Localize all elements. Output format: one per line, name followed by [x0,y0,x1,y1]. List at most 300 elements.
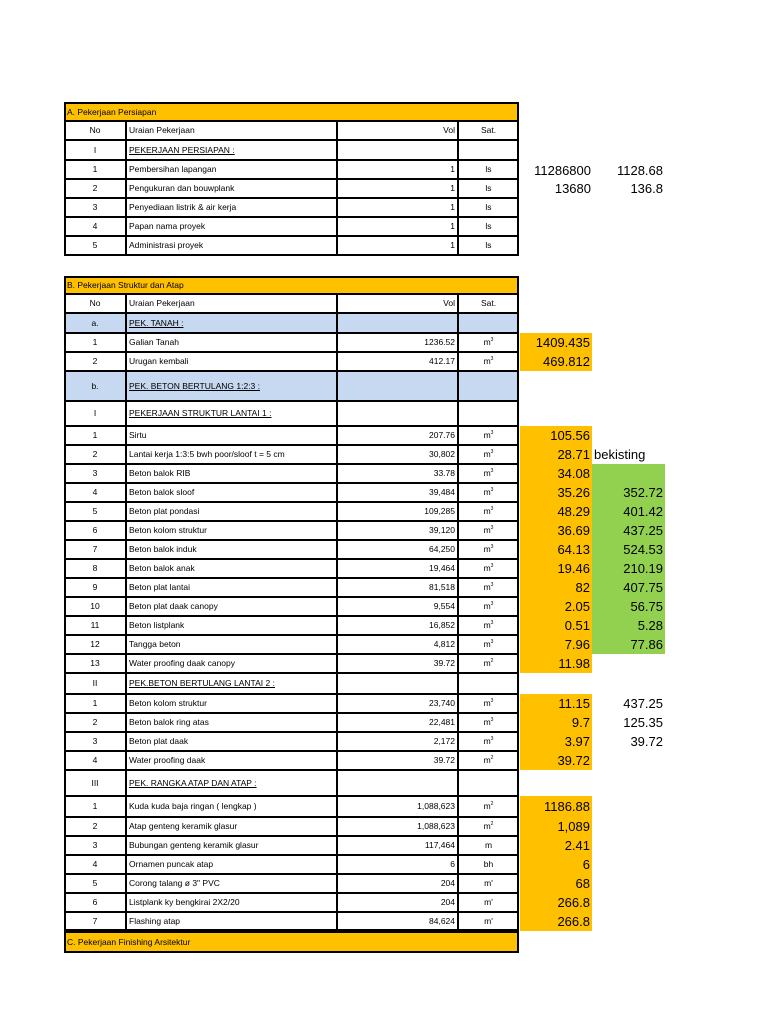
unit-cell[interactable] [458,313,519,333]
side-value[interactable] [592,483,665,502]
table-row [64,893,519,912]
unit-cell-text: $m^3$ [483,449,494,460]
row-number-cell[interactable] [64,313,126,333]
unit-cell[interactable] [458,236,519,255]
row-number-cell-text: 2 [92,183,98,194]
row-number-cell[interactable] [64,673,126,694]
side-value[interactable] [520,597,592,616]
row-number-cell[interactable] [64,694,126,713]
side-value-text: 105.56 [550,428,590,443]
table-row [64,198,519,217]
volume-cell[interactable] [337,616,458,635]
row-number-cell[interactable] [64,160,126,179]
row-number-cell-text: 12 [90,639,100,650]
row-number-cell[interactable] [64,371,126,401]
volume-cell[interactable] [337,597,458,616]
unit-cell[interactable] [458,502,519,521]
volume-cell[interactable] [337,217,458,236]
side-value[interactable] [520,521,592,540]
row-number-cell-text: 4 [92,755,98,766]
unit-cell[interactable] [458,179,519,198]
side-value[interactable] [520,817,592,836]
volume-cell[interactable] [337,540,458,559]
volume-cell[interactable] [337,160,458,179]
unit-cell[interactable] [458,732,519,751]
unit-exponent: 3 [490,639,494,646]
table-row [64,713,519,732]
description-cell[interactable] [126,179,337,198]
description-cell[interactable] [126,713,337,732]
side-value[interactable] [520,654,592,673]
description-cell[interactable] [126,217,337,236]
unit-cell[interactable] [458,559,519,578]
volume-cell-text: 1 [450,202,455,213]
volume-cell[interactable] [337,445,458,464]
side-value-text: 39.72 [630,734,663,749]
unit-exponent: 3 [490,698,494,705]
side-value[interactable] [520,912,592,931]
description-cell-text: PEKERJAAN PERSIAPAN : [129,144,235,155]
description-cell[interactable] [126,578,337,597]
description-cell-text: PEK.BETON BERTULANG LANTAI 2 : [129,678,275,689]
volume-cell[interactable] [337,796,458,817]
header-row [64,294,519,313]
unit-cell[interactable] [458,855,519,874]
volume-cell[interactable] [337,751,458,770]
side-value[interactable] [520,732,592,751]
table-row [64,559,519,578]
unit-cell[interactable] [458,401,519,426]
volume-cell[interactable] [337,578,458,597]
row-number-cell-text: 1 [92,698,98,709]
volume-cell[interactable] [337,694,458,713]
row-number-cell[interactable] [64,294,126,313]
side-value[interactable] [592,521,665,540]
unit-cell[interactable] [458,426,519,445]
side-value[interactable] [520,694,592,713]
volume-cell[interactable] [337,836,458,855]
volume-cell[interactable] [337,140,458,160]
unit-cell[interactable] [458,874,519,893]
description-cell[interactable] [126,751,337,770]
unit-exponent: 3 [490,582,494,589]
volume-cell[interactable] [337,673,458,694]
description-cell[interactable] [126,597,337,616]
volume-cell[interactable] [337,521,458,540]
unit-cell-text: $m^2$ [483,801,494,812]
header-row [64,121,519,140]
side-value-text: 2.41 [564,838,590,853]
unit-cell[interactable] [458,464,519,483]
row-number-cell[interactable] [64,236,126,255]
side-value[interactable] [592,559,665,578]
side-value[interactable] [592,732,665,751]
row-number-cell[interactable] [64,597,126,616]
description-cell[interactable] [126,817,337,836]
table-row [64,796,519,817]
side-value[interactable] [520,855,592,874]
row-number-cell-text: 7 [92,544,98,555]
description-cell-text: Urugan kembali [129,356,189,367]
row-number-cell[interactable] [64,179,126,198]
unit-cell[interactable] [458,616,519,635]
volume-cell[interactable] [337,874,458,893]
description-cell[interactable] [126,198,337,217]
volume-cell-text: 1 [450,183,455,194]
row-number-cell[interactable] [64,521,126,540]
row-number-cell-text: 1 [92,801,98,812]
side-value[interactable] [520,426,592,445]
description-cell[interactable] [126,313,337,333]
row-number-cell-text: 3 [92,202,98,213]
side-value[interactable] [520,751,592,770]
unit-cell[interactable] [458,121,519,140]
description-cell[interactable] [126,732,337,751]
volume-cell-text: 1,088,623 [417,801,455,812]
volume-cell[interactable] [337,635,458,654]
side-value[interactable] [520,616,592,635]
row-number-cell[interactable] [64,352,126,371]
table-row [64,521,519,540]
description-cell-text: Sirtu [129,430,147,441]
description-cell[interactable] [126,294,337,313]
side-value[interactable] [592,445,665,464]
side-value[interactable] [520,160,593,180]
unit-cell[interactable] [458,694,519,713]
volume-cell[interactable] [337,654,458,673]
side-value-text: 524.53 [623,542,663,557]
volume-cell[interactable] [337,333,458,352]
unit-exponent: 3 [490,356,494,363]
unit-cell[interactable] [458,635,519,654]
side-value[interactable] [520,502,592,521]
table-row [64,236,519,255]
side-value[interactable] [520,796,592,817]
unit-cell-text: ls [485,183,492,194]
unit-cell-text: $m^3$ [483,601,494,612]
description-cell[interactable] [126,371,337,401]
volume-cell-text: 204 [440,878,455,889]
description-cell[interactable] [126,540,337,559]
volume-cell[interactable] [337,313,458,333]
unit-cell-text: ls [485,240,492,251]
side-value-text: 77.86 [630,637,663,652]
row-number-cell-text: 6 [92,897,98,908]
volume-cell-text: 2,172 [433,736,455,747]
row-number-cell[interactable] [64,217,126,236]
description-cell[interactable] [126,559,337,578]
table-row [64,160,519,179]
description-cell-text: PEK. RANGKA ATAP DAN ATAP : [129,777,257,788]
row-number-cell[interactable] [64,635,126,654]
side-value[interactable] [520,635,592,654]
row-number-cell-text: I [93,144,97,155]
unit-cell[interactable] [458,483,519,502]
unit-cell[interactable] [458,521,519,540]
side-value-text: 64.13 [557,542,590,557]
unit-cell-text: Sat. [480,125,497,136]
unit-cell[interactable] [458,597,519,616]
volume-cell[interactable] [337,559,458,578]
table-row [64,502,519,521]
description-cell[interactable] [126,121,337,140]
row-number-cell[interactable] [64,502,126,521]
unit-cell-text: $m^3$ [483,356,494,367]
description-cell[interactable] [126,912,337,931]
side-value[interactable] [520,333,592,352]
row-number-cell[interactable] [64,464,126,483]
row-number-cell[interactable] [64,559,126,578]
row-number-cell[interactable] [64,836,126,855]
row-number-cell[interactable] [64,140,126,160]
description-cell[interactable] [126,796,337,817]
row-number-cell[interactable] [64,333,126,352]
unit-exponent: 3 [490,487,494,494]
unit-cell[interactable] [458,217,519,236]
volume-cell[interactable] [337,893,458,912]
table-row [64,217,519,236]
volume-cell[interactable] [337,713,458,732]
unit-cell-text: ls [485,164,492,175]
description-cell[interactable] [126,694,337,713]
side-value[interactable] [592,502,665,521]
side-value[interactable] [520,874,592,893]
unit-cell-text: $m^3$ [483,487,494,498]
side-value[interactable] [520,179,593,198]
description-cell-text: Beton listplank [129,620,185,631]
volume-cell[interactable] [337,502,458,521]
volume-cell-text: 33.78 [433,468,455,479]
side-value[interactable] [592,694,665,713]
side-value-text: 1186.88 [543,799,590,814]
unit-exponent: 3 [490,337,494,344]
unit-cell[interactable] [458,654,519,673]
volume-cell[interactable] [337,732,458,751]
unit-cell[interactable] [458,713,519,732]
unit-cell[interactable] [458,371,519,401]
section-a-title [64,102,519,121]
description-cell[interactable] [126,483,337,502]
unit-cell[interactable] [458,352,519,371]
side-value[interactable] [520,445,592,464]
side-value-text: 19.46 [557,561,590,576]
unit-cell[interactable] [458,912,519,931]
unit-cell[interactable] [458,294,519,313]
unit-cell-text: $m^3$ [483,717,494,728]
volume-cell[interactable] [337,236,458,255]
description-cell[interactable] [126,160,337,179]
description-cell[interactable] [126,893,337,912]
side-value-text: 7.96 [564,637,590,652]
row-number-cell[interactable] [64,401,126,426]
side-value[interactable] [592,578,665,597]
table-row [64,140,519,160]
volume-cell[interactable] [337,401,458,426]
volume-cell[interactable] [337,464,458,483]
table-row [64,635,519,654]
side-value[interactable] [592,464,665,483]
side-value-text: 5.28 [637,618,663,633]
volume-cell[interactable] [337,770,458,796]
row-number-cell-text: 3 [92,840,98,851]
volume-cell[interactable] [337,352,458,371]
description-cell[interactable] [126,521,337,540]
description-cell[interactable] [126,836,337,855]
volume-cell-text: 30,802 [429,449,455,460]
row-number-cell[interactable] [64,770,126,796]
row-number-cell[interactable] [64,616,126,635]
description-cell[interactable] [126,855,337,874]
volume-cell[interactable] [337,426,458,445]
unit-cell-text: m' [484,878,493,889]
side-value[interactable] [593,179,665,198]
side-value[interactable] [520,483,592,502]
volume-cell[interactable] [337,817,458,836]
description-cell[interactable] [126,352,337,371]
unit-cell[interactable] [458,333,519,352]
row-number-cell[interactable] [64,893,126,912]
description-cell[interactable] [126,401,337,426]
volume-cell[interactable] [337,483,458,502]
unit-cell[interactable] [458,817,519,836]
volume-cell[interactable] [337,371,458,401]
description-cell[interactable] [126,770,337,796]
row-number-cell[interactable] [64,426,126,445]
table-row [64,401,519,426]
volume-cell[interactable] [337,121,458,140]
row-number-cell[interactable] [64,445,126,464]
row-number-cell[interactable] [64,654,126,673]
side-value-text: 407.75 [623,580,663,595]
description-cell[interactable] [126,445,337,464]
row-number-cell-text: 4 [92,487,98,498]
side-value[interactable] [520,540,592,559]
side-value-text: 352.72 [623,485,663,500]
unit-cell[interactable] [458,751,519,770]
row-number-cell[interactable] [64,912,126,931]
unit-cell-text: $m^3$ [483,544,494,555]
row-number-cell[interactable] [64,751,126,770]
volume-cell[interactable] [337,912,458,931]
unit-cell[interactable] [458,893,519,912]
side-value[interactable] [593,160,665,180]
side-value[interactable] [520,464,592,483]
unit-cell[interactable] [458,140,519,160]
description-cell[interactable] [126,502,337,521]
row-number-cell-text: 4 [92,221,98,232]
volume-cell[interactable] [337,855,458,874]
row-number-cell-text: I [93,408,97,419]
description-cell-text: Beton plat daak canopy [129,601,218,612]
unit-cell[interactable] [458,445,519,464]
side-value[interactable] [520,352,592,371]
volume-cell[interactable] [337,179,458,198]
row-number-cell[interactable] [64,874,126,893]
side-value-text: 48.29 [557,504,590,519]
side-value[interactable] [520,713,592,732]
row-number-cell[interactable] [64,578,126,597]
volume-cell[interactable] [337,198,458,217]
side-value-text: bekisting [594,447,646,462]
volume-cell[interactable] [337,294,458,313]
unit-cell[interactable] [458,673,519,694]
volume-cell-text: Vol [443,298,455,309]
volume-cell-text: 1236.52 [424,337,455,348]
side-value[interactable] [520,578,592,597]
side-value[interactable] [592,597,665,616]
description-cell-text: PEKERJAAN STRUKTUR LANTAI 1 : [129,408,272,419]
side-value[interactable] [592,616,665,635]
row-number-cell[interactable] [64,817,126,836]
table-row [64,597,519,616]
description-cell[interactable] [126,654,337,673]
description-cell[interactable] [126,874,337,893]
side-value[interactable] [592,713,665,732]
description-cell[interactable] [126,333,337,352]
group-row [64,371,519,401]
row-number-cell-text: 6 [92,525,98,536]
side-value[interactable] [520,893,592,912]
unit-cell[interactable] [458,160,519,179]
unit-cell[interactable] [458,578,519,597]
description-cell[interactable] [126,673,337,694]
row-number-cell-text: 3 [92,468,98,479]
unit-cell-text: $m^3$ [483,698,494,709]
volume-cell-text: 39.72 [433,755,455,766]
volume-cell-text: 109,285 [424,506,455,517]
unit-cell[interactable] [458,198,519,217]
unit-cell[interactable] [458,540,519,559]
description-cell-text: Penyediaan listrik & air kerja [129,202,237,213]
side-value[interactable] [592,540,665,559]
side-value-text: 56.75 [630,599,663,614]
row-number-cell[interactable] [64,713,126,732]
description-cell-text: Atap genteng keramik glasur [129,821,238,832]
volume-cell-text: 1 [450,240,455,251]
row-number-cell[interactable] [64,796,126,817]
side-value[interactable] [520,836,592,855]
description-cell-text: Pembersihan lapangan [129,164,217,175]
volume-cell-text: 81,518 [429,582,455,593]
description-cell[interactable] [126,464,337,483]
row-number-cell[interactable] [64,855,126,874]
description-cell[interactable] [126,426,337,445]
description-cell[interactable] [126,140,337,160]
row-number-cell[interactable] [64,198,126,217]
unit-cell[interactable] [458,770,519,796]
description-cell[interactable] [126,616,337,635]
description-cell-text: Water proofing daak [129,755,206,766]
unit-cell[interactable] [458,796,519,817]
row-number-cell[interactable] [64,540,126,559]
unit-exponent: 3 [490,544,494,551]
side-value-text: 1,089 [557,819,590,834]
side-value-text: 35.26 [557,485,590,500]
unit-cell-text: $m^3$ [483,563,494,574]
side-value-text: 3.97 [564,734,590,749]
unit-exponent: 3 [490,525,494,532]
row-number-cell[interactable] [64,732,126,751]
row-number-cell[interactable] [64,483,126,502]
side-value[interactable] [520,559,592,578]
description-cell[interactable] [126,635,337,654]
side-value[interactable] [592,635,665,654]
row-number-cell[interactable] [64,121,126,140]
description-cell[interactable] [126,236,337,255]
unit-cell[interactable] [458,836,519,855]
description-cell-text: Papan nama proyek [129,221,206,232]
section-b-title [64,276,519,294]
